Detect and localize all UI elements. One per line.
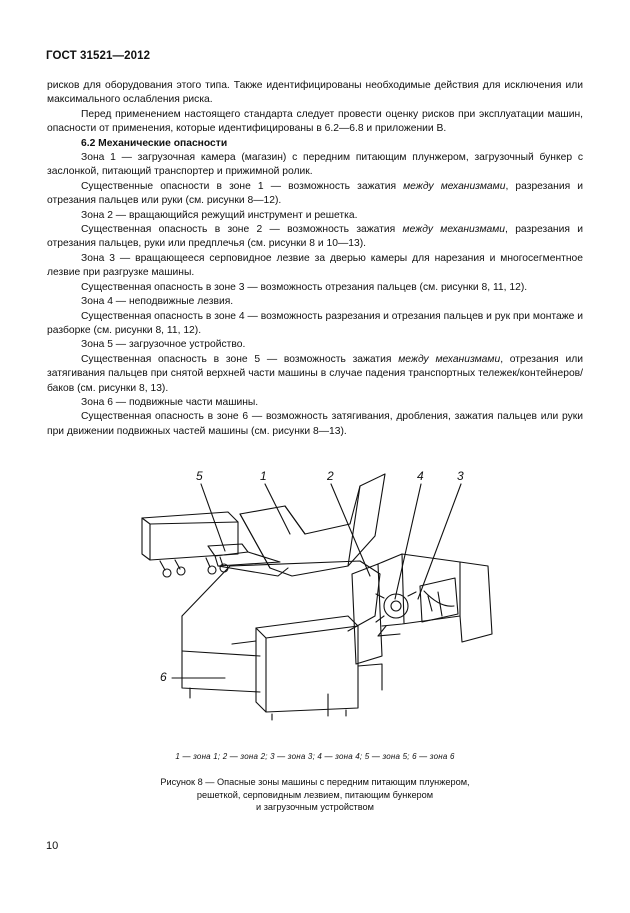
zone-6-hazard: Существенная опасность в зоне 6 — возможность затягивания, дробления, зажатия пальцев или руки при движении подвижных частей машины (см. рисунки 8—13). [47, 411, 583, 437]
zone-1-hazard-emphasis: между механизмами [403, 180, 506, 192]
zone-1-hazard-text-end: , разрезания и отрезания пальцев или руки (см. рисунки 8—12). [47, 180, 583, 207]
callout-3: 3 [457, 469, 464, 483]
zone-1-description: Зона 1 — загрузочная камера (магазин) с передним питающим плунжером, загрузочный бункер с заслонкой, питающий транспортер и прижимной ролик. [47, 152, 583, 178]
zone-3-description: Зона 3 — вращающееся серповидное лезвие за дверью камеры для нарезания и многосегментное лезвие при разгрузке машины. [47, 252, 583, 279]
paragraph-risk-assessment: Перед применением настоящего стандарта следует провести оценку рисков при эксплуатации машин, опасности от применения, которые идентифицированы в 6.2—6.8 и приложении В. [47, 108, 583, 135]
figure-legend: 1 — зона 1; 2 — зона 2; 3 — зона 3; 4 — зона 4; 5 — зона 5; 6 — зона 6 [175, 752, 455, 761]
callout-leader-4 [395, 484, 421, 599]
zone-5-hazard-text-end: , отрезания или затягивания пальцев при снятой верхней части машины в случае падения транспортных тележек/контейнеров/баков (см. рисунки 8, 13). [47, 353, 583, 394]
zone-2-hazard [47, 223, 583, 252]
zone-4-hazard: Существенная опасность в зоне 4 — возможность разрезания и отрезания пальцев и рук при монтаже и разборке (см. рисунки 8, 11, 12). [47, 310, 583, 336]
machine-line-drawing [120, 466, 510, 736]
blade-mechanism [376, 592, 416, 636]
section-heading: 6.2 Механические опасности [81, 137, 228, 149]
callout-6: 6 [160, 670, 167, 684]
zone-1-hazard-text: Существенные опасности в зоне 1 — возможность зажатия [81, 180, 404, 192]
callout-leader-5 [201, 484, 225, 551]
figure-machine-drawing [120, 466, 510, 736]
zone-2-hazard-emphasis: между механизмами [402, 224, 506, 236]
loading-device [208, 544, 288, 576]
page-number: 10 [46, 840, 59, 852]
zone-2-description: Зона 2 — вращающийся режущий инструмент и решетка. [81, 209, 358, 221]
zone-5-hazard-emphasis: между механизмами [398, 353, 501, 365]
figure-caption-line-3: и загрузочным устройством [256, 802, 374, 812]
callout-4: 4 [417, 469, 424, 483]
callout-2: 2 [327, 469, 334, 483]
zone-5-hazard [47, 353, 583, 396]
figure-caption [0, 776, 630, 814]
zone-3-hazard: Существенная опасность в зоне 3 — возможность отрезания пальцев (см. рисунки 8, 11, 12). [81, 281, 528, 293]
figure-caption-line-2: решеткой, серповидным лезвием, питающим бункером [196, 789, 434, 800]
callout-5: 5 [196, 469, 203, 483]
figure-caption-line-1: Рисунок 8 — Опасные зоны машины с передним питающим плунжером, [160, 777, 470, 787]
body-text [47, 79, 583, 439]
zone-1-hazard [47, 180, 583, 209]
zone-4-description: Зона 4 — неподвижные лезвия. [81, 296, 234, 308]
callout-1: 1 [260, 469, 267, 483]
zone-2-hazard-text-end: , разрезания и отрезания пальцев, руки или предплечья (см. рисунки 8 и 10—13). [47, 224, 583, 250]
page-header-standard: ГОСТ 31521—2012 [46, 50, 151, 62]
zone-6-description: Зона 6 — подвижные части машины. [81, 396, 259, 408]
cutting-chamber-door [352, 554, 492, 664]
zone-5-description: Зона 5 — загрузочное устройство. [81, 339, 246, 351]
zone-2-hazard-text: Существенная опасность в зоне 2 — возможность зажатия [81, 224, 403, 236]
paragraph-continuation: рисков для оборудования этого типа. Также идентифицированы необходимые действия для исключения или максимального ослабления риска. [47, 80, 583, 106]
zone-5-hazard-text: Существенная опасность в зоне 5 — возможность зажатия [81, 353, 399, 365]
